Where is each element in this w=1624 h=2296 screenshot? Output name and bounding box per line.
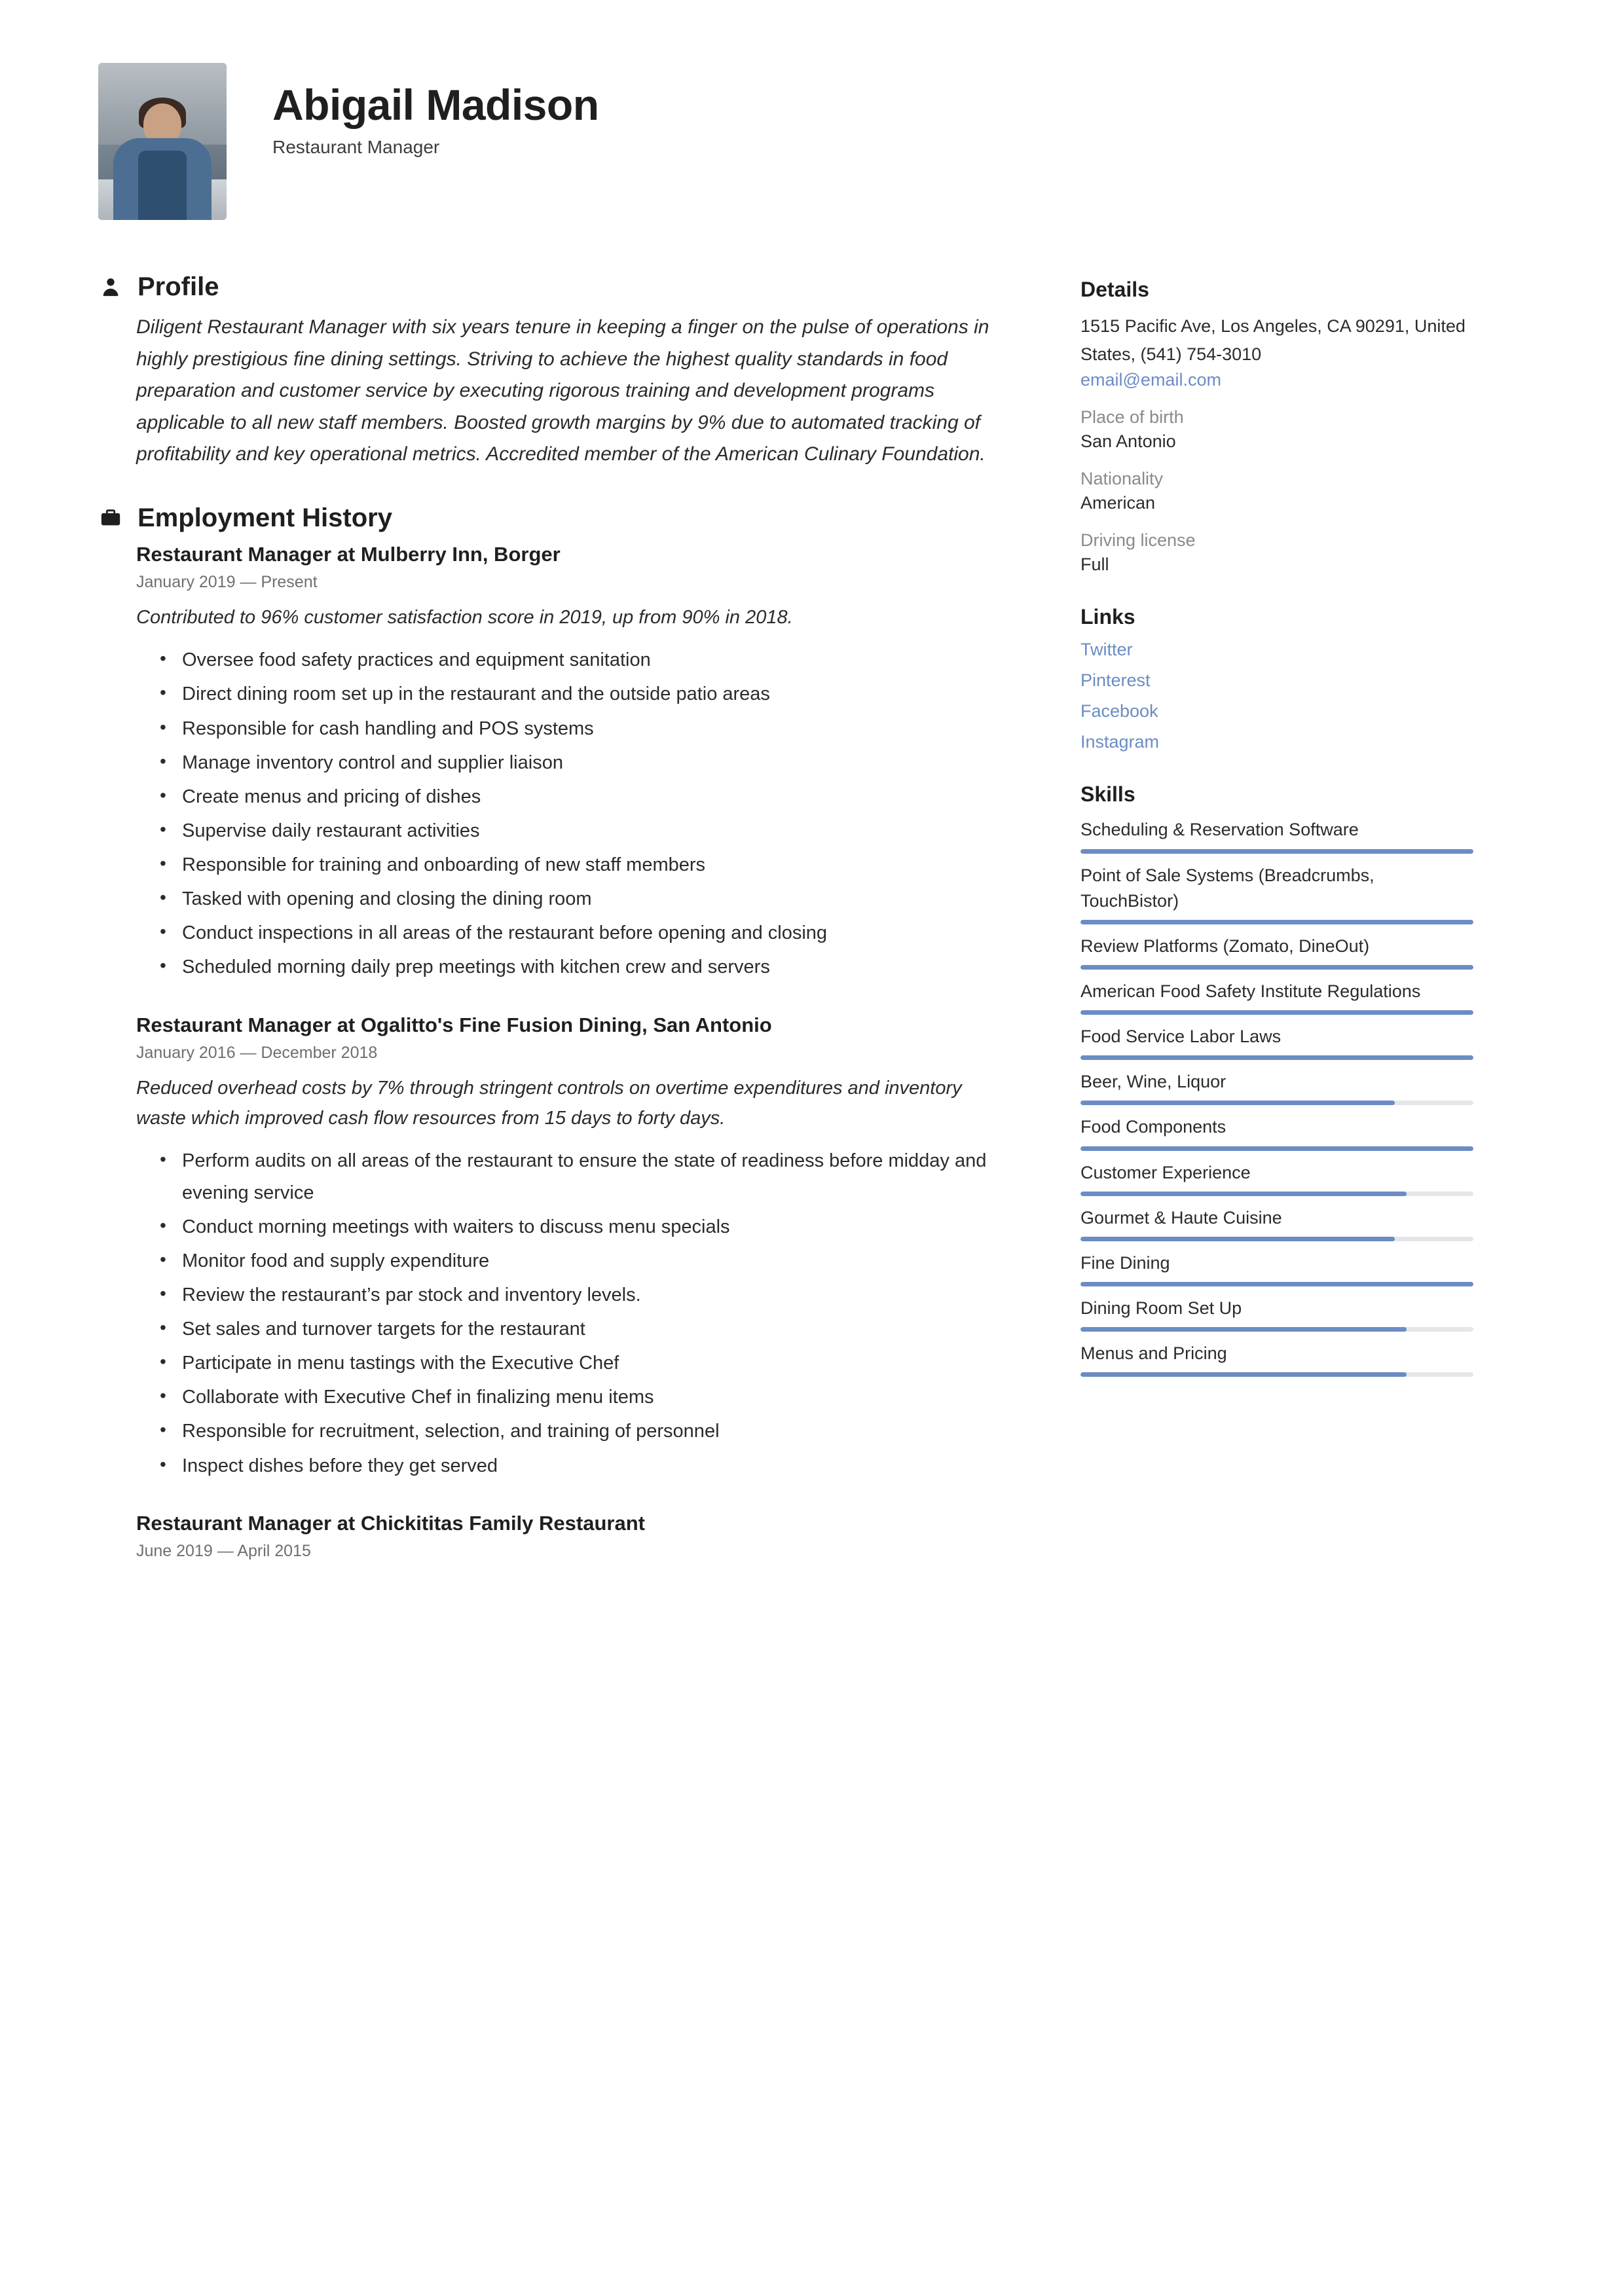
skill-label: Gourmet & Haute Cuisine [1080,1207,1282,1228]
skill-bar [1080,1146,1473,1151]
skill-item [1080,817,1473,853]
skill-bar [1080,1237,1473,1241]
detail-value-nationality: American [1080,493,1156,513]
job-dates: January 2016 — December 2018 [136,1043,378,1062]
skill-bar-fill [1080,849,1473,854]
link-pinterest[interactable]: Pinterest [1080,670,1151,691]
skill-label: American Food Safety Institute Regulations [1080,981,1421,1001]
skill-item [1080,1250,1473,1286]
job-dates: January 2019 — Present [136,572,318,591]
job-summary: Contributed to 96% customer satisfaction score in 2019, up from 90% in 2018. [136,606,793,628]
skill-bar-fill [1080,1101,1395,1105]
section-skills [1080,782,1473,1377]
detail-value-driving-license: Full [1080,555,1109,575]
list-item: • Create menus and pricing of dishes [178,781,1008,812]
skill-item [1080,1341,1473,1377]
sidebar-title-links: Links [1080,605,1135,629]
person-icon [98,274,123,299]
skill-bar-fill [1080,1237,1395,1241]
link-facebook[interactable]: Facebook [1080,701,1158,721]
detail-label-place-of-birth: Place of birth [1080,407,1184,428]
job-entry [136,1013,1008,1482]
list-item: • Participate in menu tastings with the Executive Chef [178,1347,1008,1379]
list-item: • Responsible for cash handling and POS systems [178,713,1008,744]
skill-bar-fill [1080,1146,1473,1151]
list-item: • Conduct morning meetings with waiters to discuss menu specials [178,1211,1008,1243]
section-links [1080,605,1473,752]
skill-item [1080,1069,1473,1105]
job-bullets [136,644,1008,983]
skill-bar [1080,1372,1473,1377]
skill-label: Food Components [1080,1117,1227,1137]
skill-item [1080,1205,1473,1241]
email-link[interactable]: email@email.com [1080,370,1221,390]
skill-label: Menus and Pricing [1080,1343,1227,1364]
link-twitter[interactable]: Twitter [1080,640,1133,660]
list-item: • Tasked with opening and closing the dining room [178,883,1008,915]
skill-item [1080,1160,1473,1196]
job-heading: Restaurant Manager at Chickititas Family Restaurant [136,1511,645,1535]
list-item: • Scheduled morning daily prep meetings with kitchen crew and servers [178,951,1008,983]
skill-bar [1080,1192,1473,1196]
link-instagram[interactable]: Instagram [1080,732,1160,752]
job-list [136,543,1008,1561]
skill-bar-fill [1080,1192,1407,1196]
section-details [1080,278,1473,575]
list-item: • Direct dining room set up in the restaurant and the outside patio areas [178,678,1008,710]
job-summary: Reduced overhead costs by 7% through stringent controls on overtime expenditures and inventory waste which improved cash flow resources from 15 days to forty days. [136,1077,962,1129]
skill-item [1080,934,1473,970]
name-block [272,63,599,158]
skill-label: Review Platforms (Zomato, DineOut) [1080,936,1370,956]
profile-text: Diligent Restaurant Manager with six years tenure in keeping a finger on the pulse of operations in highly prestigious fine dining settings. Striving to achieve the highest quality standards in food preparation and customer service by executing rigorous training and development programs applicable to all new staff members. Boosted growth margins by 9% due to automated tracking of profitability and key operational metrics. Accredited member of the American Culinary Foundation. [136,316,989,465]
skill-label: Dining Room Set Up [1080,1298,1242,1318]
skill-bar [1080,1282,1473,1286]
skill-label: Food Service Labor Laws [1080,1027,1282,1047]
skill-bar-fill [1080,1010,1473,1015]
section-title: Employment History [138,503,392,532]
skill-bar [1080,1101,1473,1105]
skill-bar [1080,965,1473,970]
list-item: • Perform audits on all areas of the restaurant to ensure the state of readiness before midday and evening service [178,1145,1008,1208]
skill-label: Scheduling & Reservation Software [1080,820,1359,840]
skill-item [1080,1296,1473,1332]
list-item: • Inspect dishes before they get served [178,1450,1008,1482]
section-header [98,503,1008,532]
avatar [98,63,227,220]
detail-label-driving-license: Driving license [1080,530,1196,551]
list-item: • Responsible for recruitment, selection, and training of personnel [178,1415,1008,1447]
list-item: • Supervise daily restaurant activities [178,815,1008,847]
skill-bar [1080,1327,1473,1332]
skill-item [1080,979,1473,1015]
job-bullets [136,1145,1008,1481]
list-item: • Oversee food safety practices and equipment sanitation [178,644,1008,676]
job-heading: Restaurant Manager at Ogalitto's Fine Fusion Dining, San Antonio [136,1013,772,1036]
sidebar-title-skills: Skills [1080,782,1135,807]
job-entry [136,543,1008,983]
detail-value-place-of-birth: San Antonio [1080,431,1176,452]
list-item: • Responsible for training and onboarding of new staff members [178,849,1008,881]
list-item: • Manage inventory control and supplier liaison [178,747,1008,778]
job-dates: June 2019 — April 2015 [136,1541,311,1560]
list-item: • Review the restaurant’s par stock and inventory levels. [178,1279,1008,1311]
skill-bar-fill [1080,1327,1407,1332]
skill-label: Fine Dining [1080,1252,1170,1273]
skill-label: Beer, Wine, Liquor [1080,1072,1227,1092]
skill-bar-fill [1080,1372,1407,1377]
job-title: Restaurant Manager [272,137,440,158]
skill-item [1080,863,1473,924]
skill-bar [1080,1010,1473,1015]
detail-label-nationality: Nationality [1080,469,1164,489]
section-header [98,272,1008,301]
list-item: • Collaborate with Executive Chef in finalizing menu items [178,1381,1008,1413]
resume-header [98,63,1526,220]
skill-label: Point of Sale Systems (Breadcrumbs, TouchBistor) [1080,865,1375,911]
skill-bar [1080,920,1473,924]
skill-bar-fill [1080,1282,1473,1286]
list-item: • Monitor food and supply expenditure [178,1245,1008,1277]
list-item: • Conduct inspections in all areas of the restaurant before opening and closing [178,917,1008,949]
sidebar-column [1080,272,1473,1407]
skill-bar [1080,849,1473,854]
section-employment [98,503,1008,1561]
skill-bar-fill [1080,920,1473,924]
body-columns [98,272,1526,1594]
list-item: • Set sales and turnover targets for the restaurant [178,1313,1008,1345]
section-profile [98,272,1008,471]
job-entry [136,1512,1008,1561]
skill-bar-fill [1080,965,1473,970]
skill-item [1080,1024,1473,1060]
page-title: Abigail Madison [272,81,599,129]
sidebar-title-details: Details [1080,278,1149,301]
address-text: 1515 Pacific Ave, Los Angeles, CA 90291, United States, (541) 754-3010 [1080,316,1466,365]
main-column [98,272,1008,1594]
skill-bar [1080,1055,1473,1060]
skill-bar-fill [1080,1055,1473,1060]
skill-item [1080,1114,1473,1150]
skill-label: Customer Experience [1080,1162,1251,1182]
briefcase-icon [98,505,123,530]
section-title: Profile [138,272,219,301]
job-heading: Restaurant Manager at Mulberry Inn, Borger [136,542,561,566]
